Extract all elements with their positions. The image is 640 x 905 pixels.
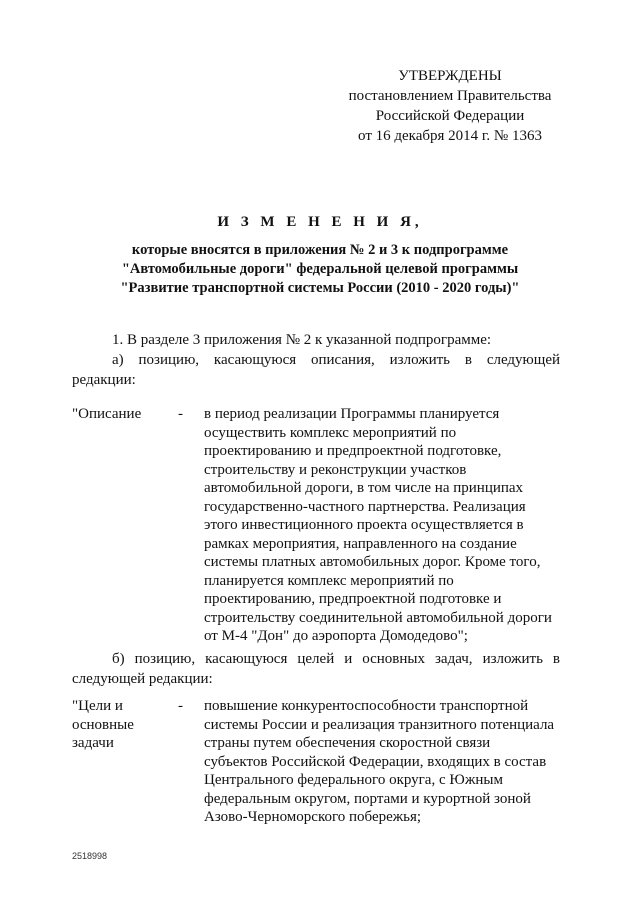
entry-desc-line: Азово-Черноморского побережья;	[204, 809, 422, 825]
entry-desc-line: федеральным округом, портами и курортной зоной	[204, 790, 531, 807]
section-b-line2: следующей редакции:	[72, 671, 213, 687]
entry-desc-line: проектированию, предпроектной подготовке и	[204, 591, 502, 607]
entry-desc-line: системы платных автомобильных дорог. Кроме того,	[204, 554, 541, 570]
title-subline: "Развитие транспортной системы России (2010 - 2020 годы)"	[120, 280, 520, 296]
entry-term-line: основные	[72, 716, 134, 733]
entry-desc-line: строительству соединительной автомобильной дороги	[204, 609, 552, 626]
description-entry	[72, 405, 560, 644]
entry-term	[72, 697, 172, 753]
entry-description-text	[204, 697, 564, 827]
entry-term-line: "Описание	[72, 406, 142, 422]
goals-entry	[72, 697, 560, 837]
approval-line: Российской Федерации	[375, 108, 525, 124]
entry-desc-line: этого инвестиционного проекта осуществляется в	[204, 517, 524, 533]
section-1a-line2: редакции:	[72, 372, 136, 388]
entry-desc-line: от М-4 "Дон" до аэропорта Домодедово";	[204, 628, 468, 644]
entry-term-line: задачи	[72, 735, 114, 751]
entry-desc-line: в период реализации Программы планируется	[204, 406, 500, 422]
entry-desc-line: повышение конкурентоспособности транспортной	[204, 698, 529, 714]
entry-desc-line: государственно-частного партнерства. Реализация	[204, 498, 526, 515]
entry-dash: -	[178, 698, 183, 714]
entry-dash: -	[178, 406, 183, 422]
approval-line: УТВЕРЖДЕНЫ	[398, 68, 502, 84]
entry-desc-line: системы России и реализация транзитного потенциала	[204, 716, 555, 733]
entry-desc-line: Центрального федерального округа, с Южным	[204, 772, 503, 788]
section-b-line1: б) позицию, касающуюся целей и основных задач, изложить в	[112, 651, 560, 667]
entry-desc-line: рамках мероприятия, направленного на создание	[204, 535, 517, 552]
title-subline: "Автомобильные дороги" федеральной целевой программы	[121, 261, 519, 277]
section-b-paragraph	[72, 649, 560, 689]
entry-desc-line: проектированию и предпроектной подготовке,	[204, 443, 502, 459]
approval-block	[330, 66, 570, 146]
entry-description-text	[204, 405, 564, 646]
entry-desc-line: автомобильной дороги, в том числе на принципах	[204, 480, 524, 496]
entry-desc-line: планируется комплекс мероприятий по	[204, 572, 454, 589]
approval-line: от 16 декабря 2014 г. № 1363	[358, 128, 542, 144]
document-code: 2518998	[72, 851, 108, 861]
entry-desc-line: осуществить комплекс мероприятий по	[204, 424, 457, 441]
section-1-intro: 1. В разделе 3 приложения № 2 к указанной подпрограмме:	[112, 332, 492, 348]
title-subline: которые вносятся в приложения № 2 и 3 к подпрограмме	[131, 242, 509, 258]
entry-term	[72, 405, 172, 424]
section-1-paragraph	[72, 330, 560, 390]
entry-desc-line: субъектов Российской Федерации, входящих в состав	[204, 753, 547, 770]
entry-term-line: "Цели и	[72, 698, 123, 714]
section-1a-line1: а) позицию, касающуюся описания, изложить в следующей	[112, 352, 560, 368]
entry-desc-line: страны путем обеспечения скоростной связи	[204, 735, 491, 751]
approval-line: постановлением Правительства	[348, 88, 552, 104]
title-heading: И З М Е Н Е Н И Я,	[217, 214, 423, 230]
entry-desc-line: строительству и реконструкции участков	[204, 461, 467, 478]
document-title	[80, 214, 560, 298]
